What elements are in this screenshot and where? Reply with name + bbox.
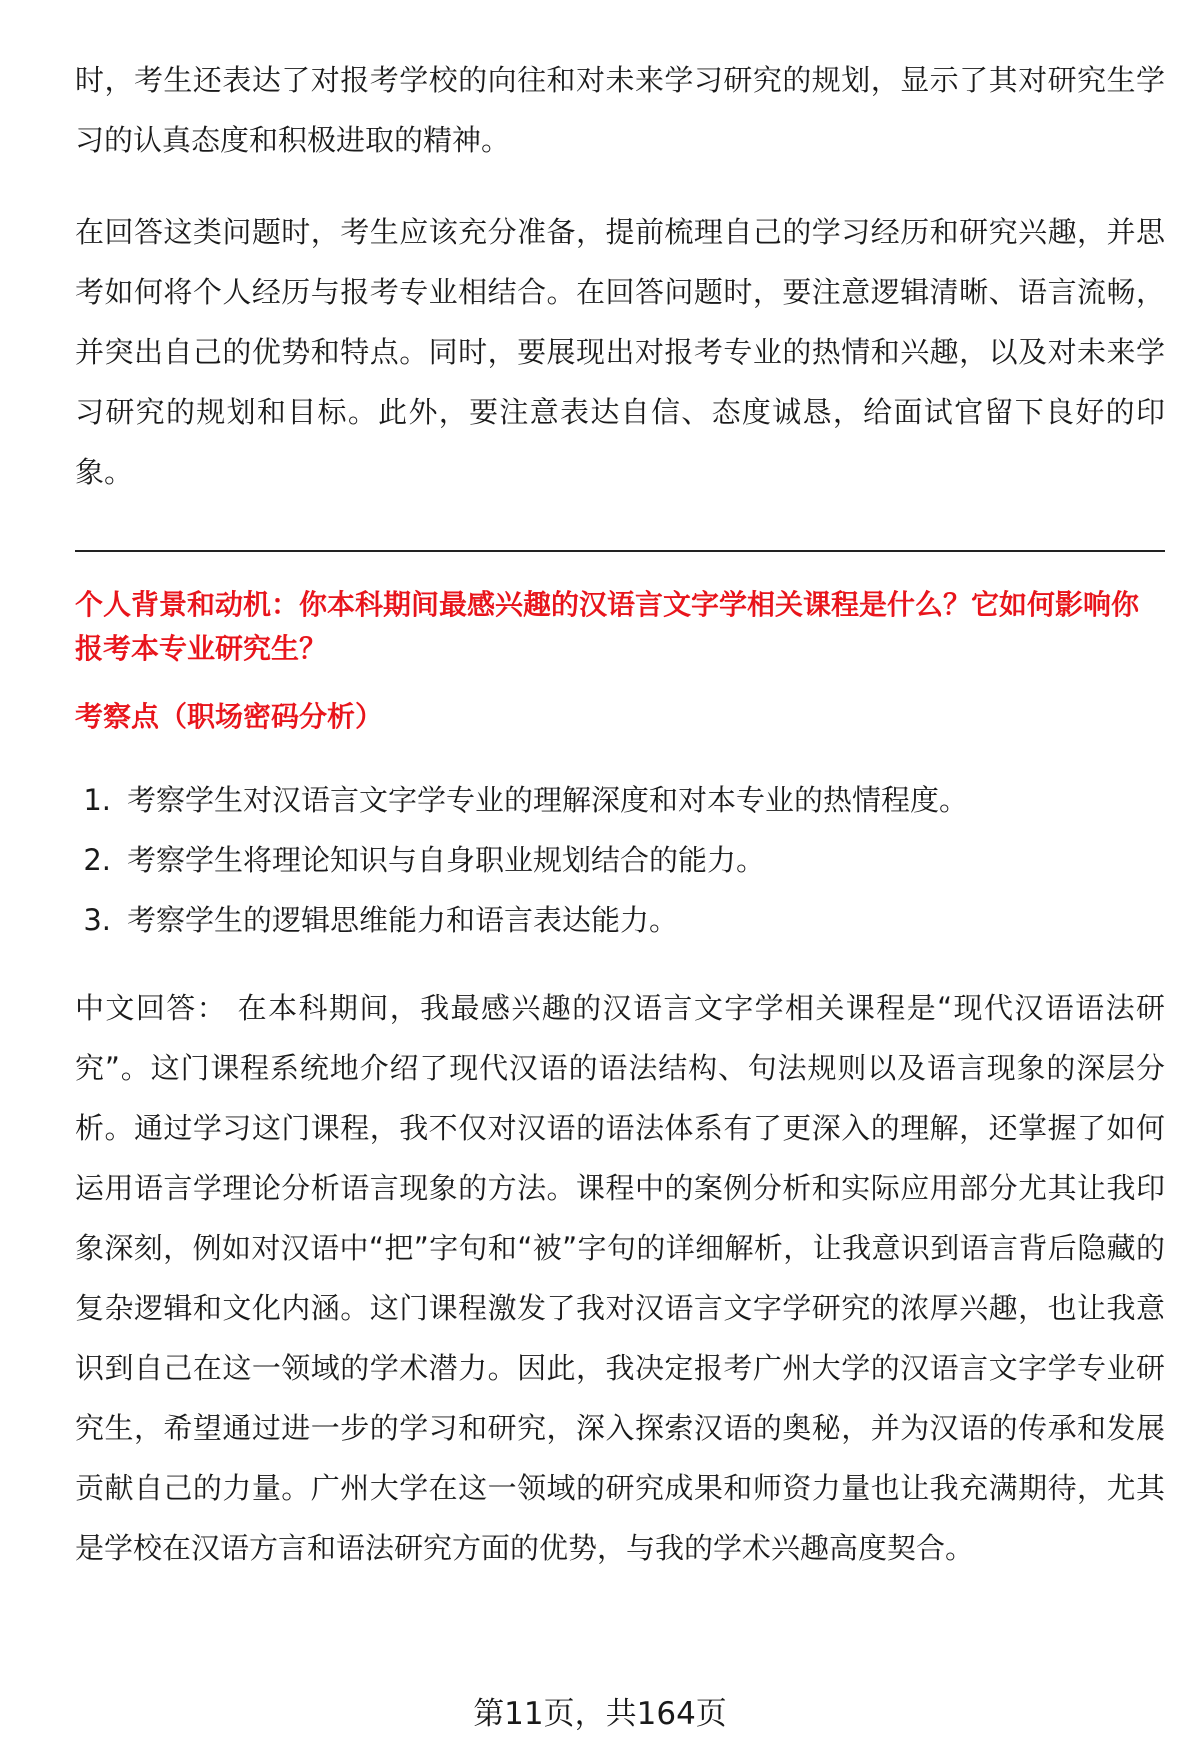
page-number: 第11页，共164页 (473, 1696, 727, 1732)
paragraph-advice: 在回答这类问题时，考生应该充分准备，提前梳理自己的学习经历和研究兴趣，并思考如何将个人经历与报考专业相结合。在回答问题时，要注意逻辑清晰、语言流畅，并突出自己的优势和特点。同时，要展现出对报考专业的热情和兴趣，以及对未来学习研究的规划和目标。此外，要注意表达自信、态度诚恳，给面试官留下良好的印象。 (75, 215, 1165, 489)
question-subtitle: 考察点（职场密码分析） (75, 700, 384, 733)
paragraph-continuation: 时，考生还表达了对报考学校的向往和对未来学习研究的规划，显示了其对研究生学习的认真态度和积极进取的精神。 (75, 63, 1165, 157)
list-item: 1. 考察学生对汉语言文字学专业的理解深度和对本专业的热情程度。 (83, 783, 969, 817)
list-item: 3. 考察学生的逻辑思维能力和语言表达能力。 (83, 903, 679, 937)
question-title: 个人背景和动机：你本科期间最感兴趣的汉语言文字学相关课程是什么？它如何影响你报考本专业研究生？ (75, 588, 1140, 665)
list-item: 2. 考察学生将理论知识与自身职业规划结合的能力。 (83, 843, 766, 877)
answer-paragraph: 中文回答： 在本科期间，我最感兴趣的汉语言文字学相关课程是“现代汉语语法研究”。这门课程系统地介绍了现代汉语的语法结构、句法规则以及语言现象的深层分析。通过学习这门课程，我不仅对汉语的语法体系有了更深入的理解，还掌握了如何运用语言学理论分析语言现象的方法。课程中的案例分析和实际应用部分尤其让我印象深刻，例如对汉语中“把”字句和“被”字句的详细解析，让我意识到语言背后隐藏的复杂逻辑和文化内涵。这门课程激发了我对汉语言文字学研究的浓厚兴趣，也让我意识到自己在这一领域的学术潜力。因此，我决定报考广州大学的汉语言文字学专业研究生，希望通过进一步的学习和研究，深入探索汉语的奥秘，并为汉语的传承和发展贡献自己的力量。广州大学在这一领域的研究成果和师资力量也让我充满期待，尤其是学校在汉语方言和语法研究方面的优势，与我的学术兴趣高度契合。 (75, 991, 1165, 1565)
divider (75, 550, 1165, 552)
assessment-points (75, 770, 1165, 950)
